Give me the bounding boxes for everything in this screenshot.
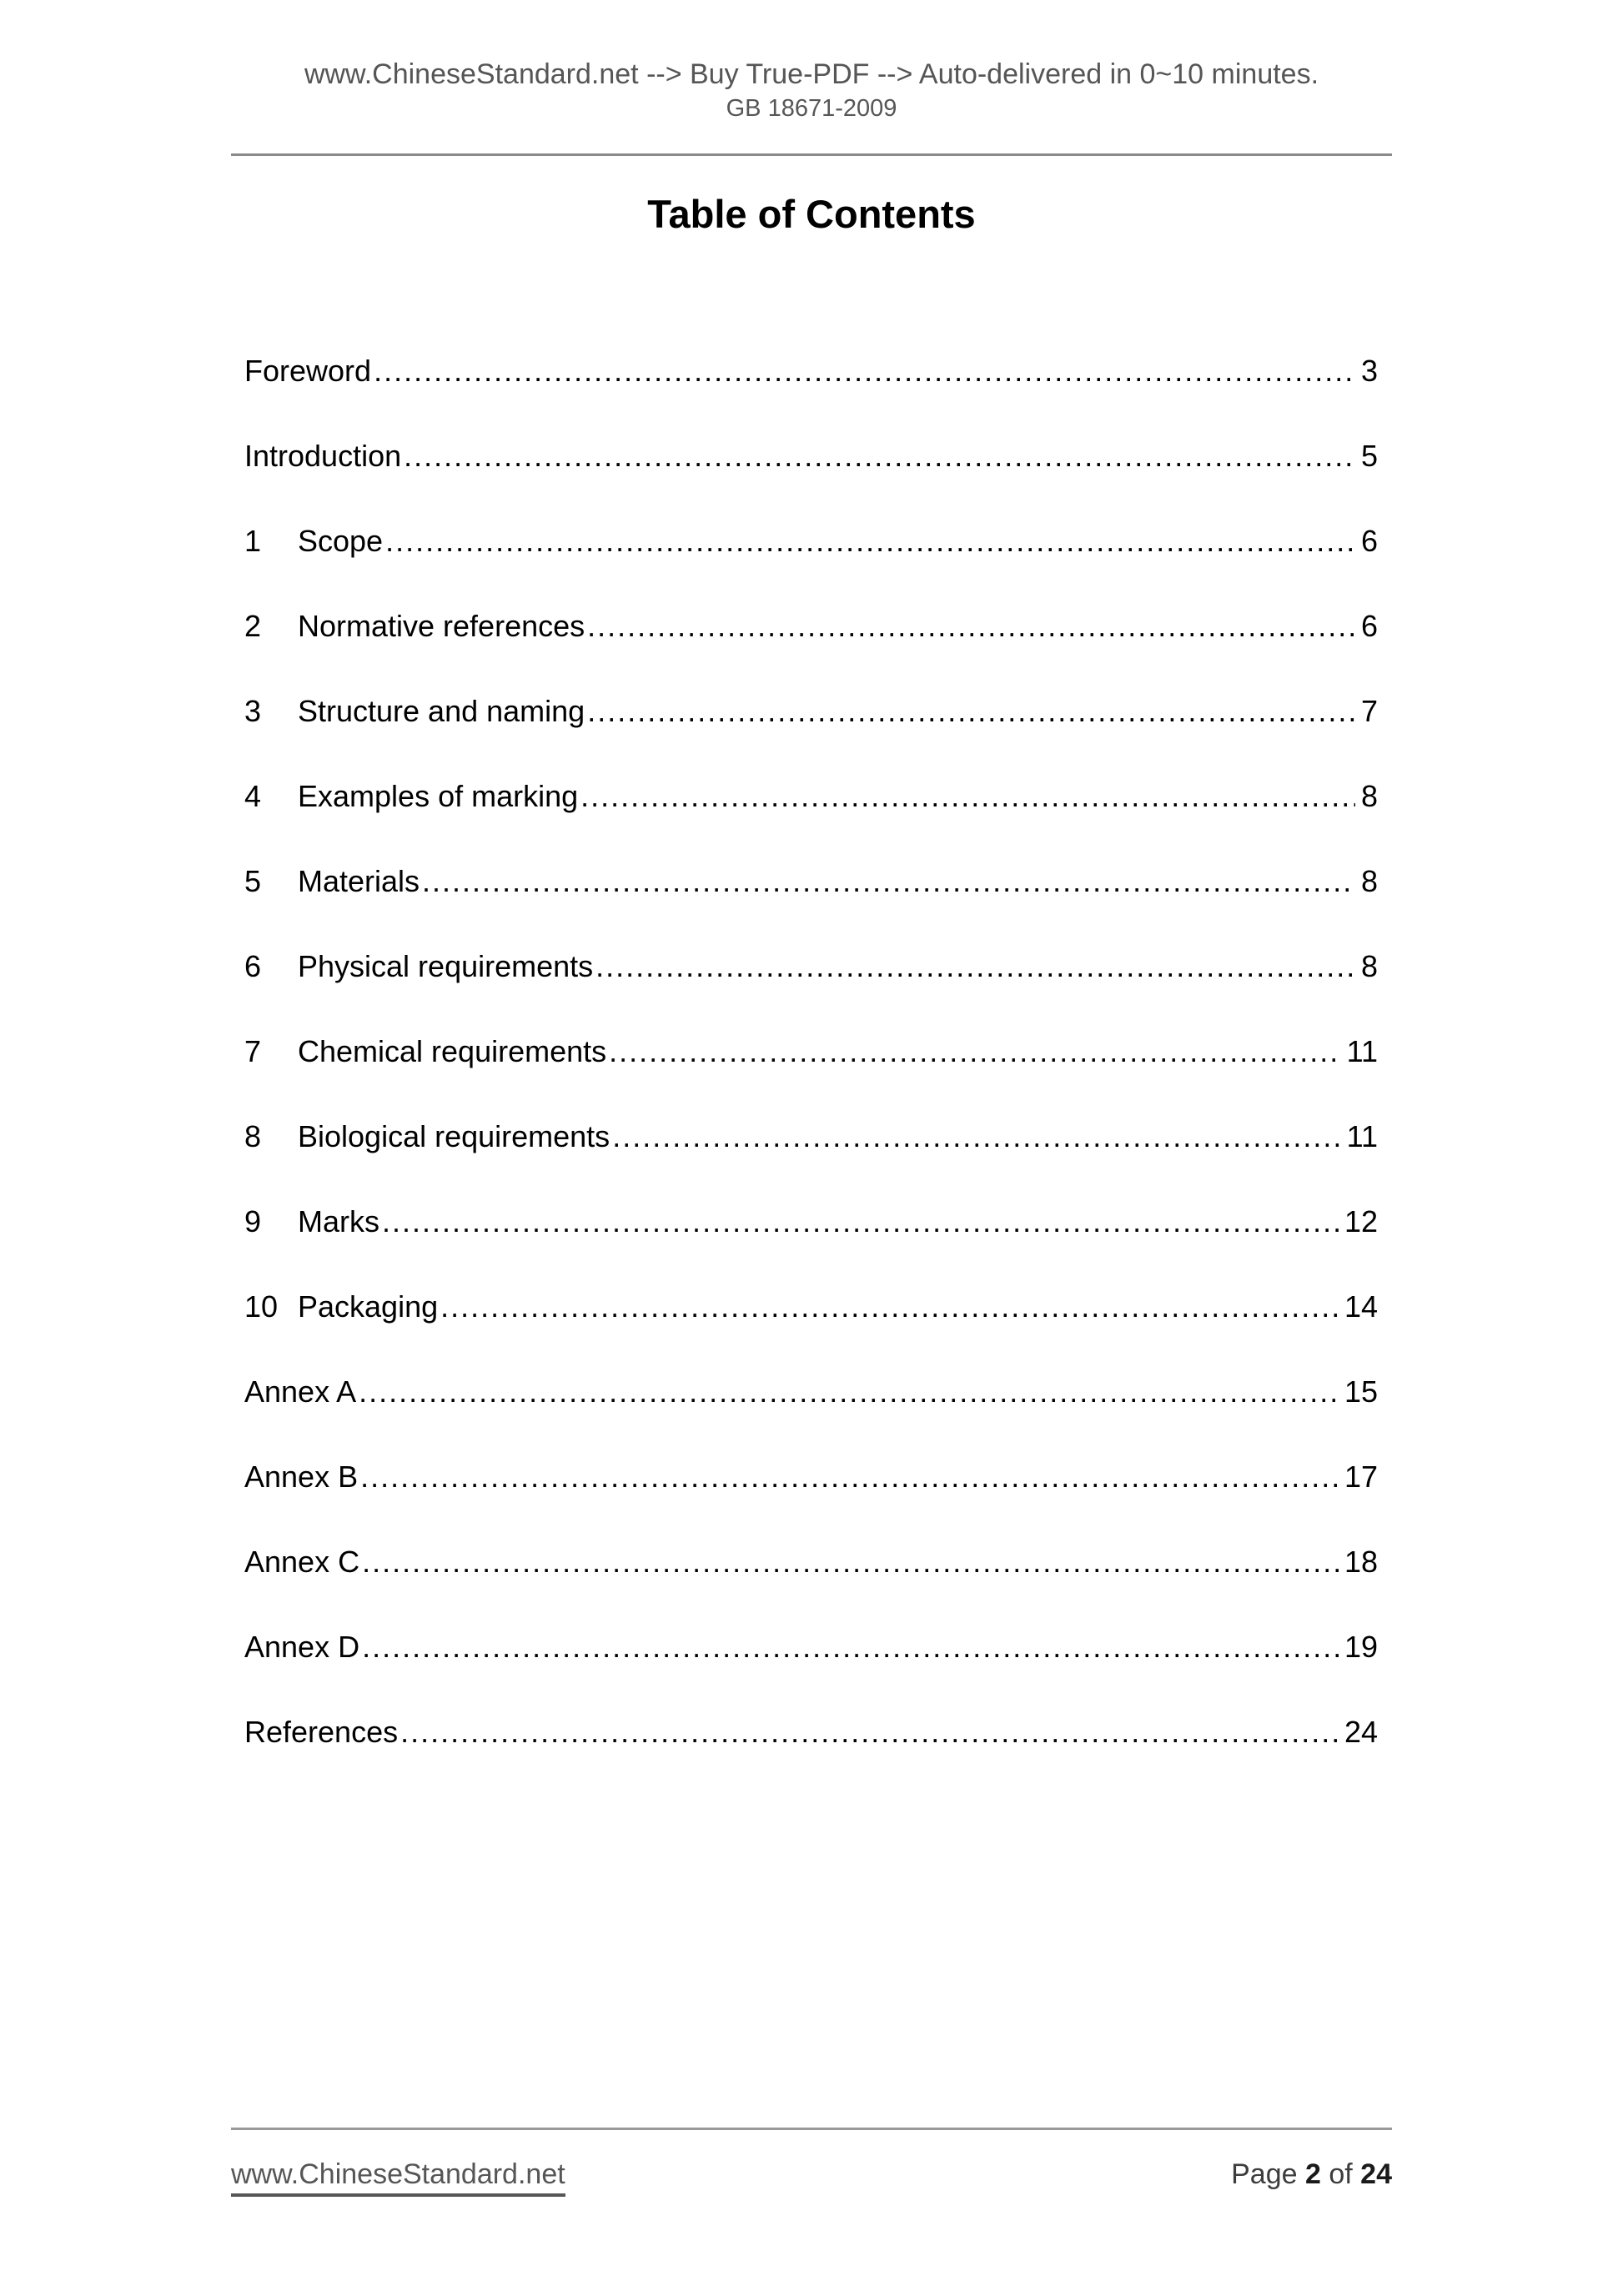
toc-entry-label: Biological requirements [298, 1119, 611, 1153]
footer-page-of: of [1329, 2158, 1353, 2190]
toc-entry[interactable] [244, 1544, 1378, 1580]
toc-entry-label: Annex C [244, 1545, 360, 1579]
toc-entry-number: 1 [244, 524, 262, 558]
toc-entry-page: 6 [1360, 609, 1378, 643]
toc-entry-label: Annex B [244, 1459, 359, 1494]
toc-entry-page: 12 [1344, 1204, 1378, 1238]
table-of-contents [232, 353, 1391, 1751]
page-footer [231, 2128, 1392, 2197]
toc-entry[interactable] [244, 1033, 1378, 1070]
toc-entry-page: 8 [1360, 864, 1378, 898]
toc-entry-page: 11 [1346, 1119, 1378, 1153]
toc-dot-leader [440, 1289, 1339, 1325]
toc-dot-leader [612, 1118, 1340, 1155]
toc-entry[interactable] [244, 1374, 1378, 1410]
toc-entry-page: 11 [1346, 1034, 1378, 1068]
toc-dot-leader [422, 863, 1355, 900]
toc-entry-page: 3 [1360, 354, 1378, 388]
toc-entry-page: 7 [1360, 694, 1378, 728]
toc-dot-leader [374, 353, 1355, 389]
page-header [0, 0, 1623, 156]
toc-entry[interactable] [244, 608, 1378, 645]
toc-entry-label: Annex A [244, 1374, 357, 1409]
toc-dot-leader [587, 693, 1355, 730]
toc-entry-page: 19 [1344, 1630, 1378, 1664]
toc-entry[interactable] [244, 1629, 1378, 1665]
toc-entry-number: 2 [244, 609, 262, 643]
toc-dot-leader [382, 1203, 1339, 1240]
toc-dot-leader [359, 1374, 1339, 1410]
toc-entry-number: 9 [244, 1204, 262, 1238]
toc-entry-number: 5 [244, 864, 262, 898]
toc-entry-label: Packaging [298, 1289, 439, 1324]
toc-entry[interactable] [244, 1714, 1378, 1751]
page-title: Table of Contents [647, 192, 976, 236]
toc-entry-label: Examples of marking [298, 779, 579, 813]
footer-website-link[interactable]: www.ChineseStandard.net [231, 2158, 565, 2197]
toc-dot-leader [362, 1629, 1339, 1665]
toc-entry-page: 6 [1360, 524, 1378, 558]
toc-entry-number: 8 [244, 1119, 262, 1153]
toc-entry-label: Introduction [244, 439, 402, 473]
toc-dot-leader [580, 778, 1355, 815]
toc-dot-leader [595, 948, 1355, 985]
toc-entry-label: Annex D [244, 1630, 360, 1664]
toc-entry-page: 24 [1344, 1715, 1378, 1749]
toc-entry[interactable] [244, 353, 1378, 389]
toc-entry-label: Foreword [244, 354, 372, 388]
footer-page-total: 24 [1360, 2158, 1392, 2190]
toc-entry-label: Marks [298, 1204, 379, 1238]
toc-dot-leader [362, 1544, 1339, 1580]
toc-entry-page: 14 [1344, 1289, 1378, 1324]
header-rule [231, 153, 1392, 156]
toc-entry-label: Scope [298, 524, 384, 558]
toc-entry[interactable] [244, 438, 1378, 475]
toc-entry-number: 7 [244, 1034, 262, 1068]
toc-entry-page: 5 [1360, 439, 1378, 473]
toc-entry[interactable] [244, 863, 1378, 900]
toc-dot-leader [360, 1459, 1339, 1495]
toc-entry-number: 10 [244, 1289, 279, 1324]
toc-entry-page: 18 [1344, 1545, 1378, 1579]
toc-entry-page: 15 [1344, 1374, 1378, 1409]
toc-entry-number: 3 [244, 694, 262, 728]
toc-entry[interactable] [244, 1289, 1378, 1325]
toc-entry-number: 4 [244, 779, 262, 813]
toc-entry[interactable] [244, 693, 1378, 730]
toc-entry-label: References [244, 1715, 399, 1749]
toc-entry-page: 8 [1360, 779, 1378, 813]
footer-page-indicator [1231, 2158, 1392, 2191]
toc-entry-label: Materials [298, 864, 420, 898]
toc-dot-leader [609, 1033, 1340, 1070]
toc-entry[interactable] [244, 948, 1378, 985]
toc-entry-number: 6 [244, 949, 262, 983]
toc-dot-leader [404, 438, 1355, 475]
footer-page-current: 2 [1304, 2158, 1321, 2190]
toc-dot-leader [385, 523, 1355, 560]
toc-dot-leader [400, 1714, 1339, 1751]
toc-entry-label: Normative references [298, 609, 585, 643]
toc-entry[interactable] [244, 1118, 1378, 1155]
footer-rule [231, 2128, 1392, 2130]
header-standard-number: GB 18671-2009 [726, 95, 897, 122]
footer-page-label: Page [1231, 2158, 1298, 2190]
toc-entry[interactable] [244, 1203, 1378, 1240]
toc-dot-leader [587, 608, 1355, 645]
toc-entry[interactable] [244, 523, 1378, 560]
toc-entry-label: Physical requirements [298, 949, 594, 983]
toc-entry-page: 17 [1344, 1459, 1378, 1494]
toc-entry[interactable] [244, 1459, 1378, 1495]
toc-entry-label: Structure and naming [298, 694, 585, 728]
toc-entry-page: 8 [1360, 949, 1378, 983]
toc-entry[interactable] [244, 778, 1378, 815]
header-promo-text: www.ChineseStandard.net --> Buy True-PDF --> Auto-delivered in 0~10 minutes. [304, 58, 1319, 90]
toc-entry-label: Chemical requirements [298, 1034, 607, 1068]
